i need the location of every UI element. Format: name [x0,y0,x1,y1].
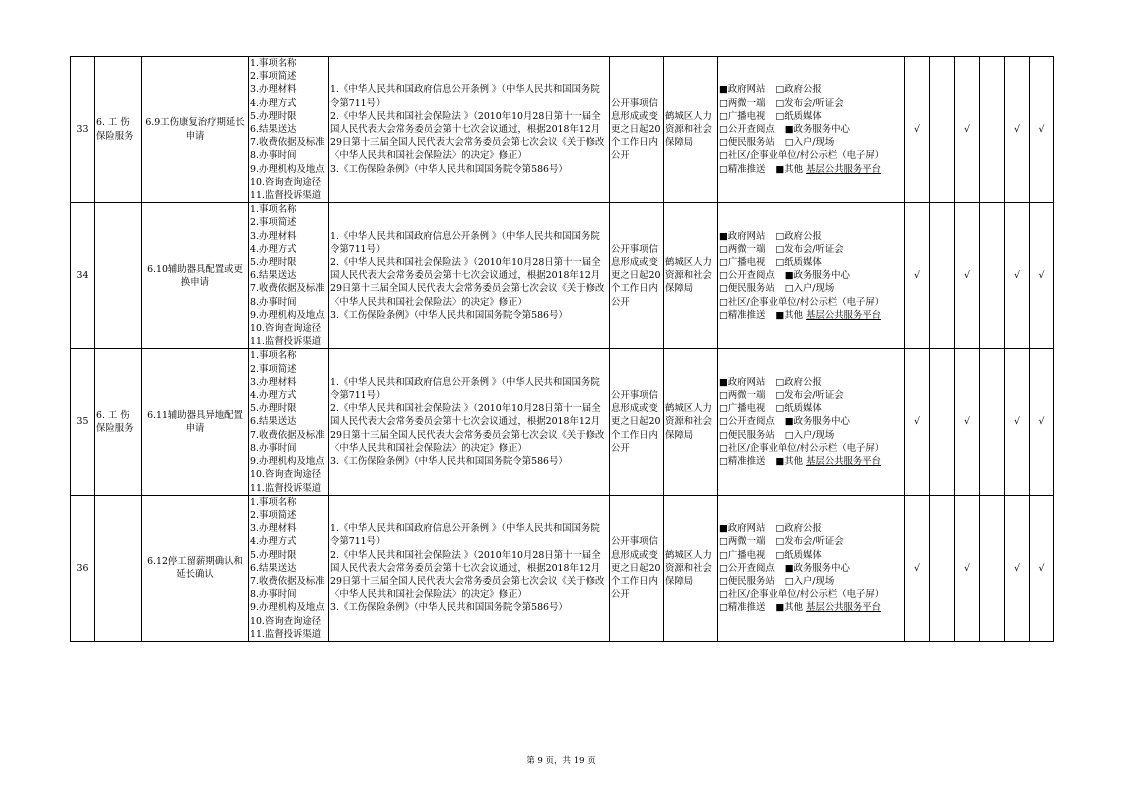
channel-line [719,97,903,110]
check-cell [980,203,1005,349]
category-cell: 6. 工 伤 保险服务 [95,349,142,495]
channel-option: □社区/企事业单位/村公示栏（电子屏） [719,150,885,162]
check-cell: √ [1005,57,1030,203]
row-number: 35 [71,349,95,495]
disclosure-items-cell [249,495,329,641]
channel-option: □纸质媒体 [775,403,822,415]
channel-line [719,256,903,269]
public-affairs-table [70,56,1054,642]
disclosure-channels-cell [718,57,905,203]
channel-option: □入户/现场 [784,137,835,149]
disclosure-item: 2.事项简述 [250,509,297,521]
legal-basis-line: 2.《中华人民共和国社会保险法 》（2010年10月28日第十一届全国人民代表大会常务委员会第十七次会议通过，根据2018年12月29日第十三届全国人民代表大会常务委员会第七次会议《关于修改〈中华人民共和国社会保险法〉的决定》修正） [330,549,605,601]
channel-option: □公开查阅点 [719,270,775,282]
channel-option: ■其他 [775,309,803,321]
legal-basis-line: 1.《中华人民共和国政府信息公开条例 》（中华人民共和国国务院令第711号） [330,84,600,109]
check-cell: √ [955,57,980,203]
channel-option: □便民服务站 [719,137,775,149]
disclosure-item: 2.事项简述 [250,217,297,229]
channel-option: ■政府网站 [719,376,766,388]
legal-basis-line: 3.《工伤保险条例》（中华人民共和国国务院令第586号） [330,456,568,468]
check-cell: √ [1030,349,1054,495]
disclosure-item: 2.事项简述 [250,71,297,83]
disclosure-item: 4.办理方式 [250,97,297,109]
channel-line [719,376,903,389]
channel-line [719,163,903,176]
disclosure-item: 11.监督投诉渠道 [250,482,322,494]
channel-option: □纸质媒体 [775,110,822,122]
check-cell [980,495,1005,641]
table-row [71,495,1054,641]
disclosure-item: 5.办理时限 [250,257,297,269]
category-cell [95,495,142,641]
disclosure-item: 8.办事时间 [250,296,297,308]
channel-option: □两微一端 [719,97,766,109]
channel-line [719,415,903,428]
disclosure-item: 6.结果送达 [250,124,297,136]
channel-line [719,549,903,562]
other-channel-name: 基层公共服务平台 [805,163,881,175]
channel-option: □社区/企事业单位/村公示栏（电子屏） [719,589,885,601]
channel-option: □纸质媒体 [775,549,822,561]
disclosure-item: 5.办理时限 [250,110,297,122]
channel-option: ■政府网站 [719,523,766,535]
disclosure-item: 7.收费依据及标准 [250,283,325,295]
disclosure-item: 8.办事时间 [250,150,297,162]
channel-line [719,282,903,295]
disclosure-item: 9.办理机构及地点 [250,456,325,468]
disclosure-items-cell [249,57,329,203]
disclosure-item: 3.办理材料 [250,523,297,535]
disclosure-item: 11.监督投诉渠道 [250,190,322,202]
channel-line [719,601,903,614]
category-cell [95,203,142,349]
channel-option: ■政务服务中心 [784,416,850,428]
disclosure-items-cell [249,203,329,349]
channel-line [719,442,903,455]
channel-option: □社区/企事业单位/村公示栏（电子屏） [719,296,885,308]
disclosure-item: 1.事项名称 [250,496,297,508]
check-cell: √ [1005,349,1030,495]
other-channel-name: 基层公共服务平台 [805,602,881,614]
page-footer: 第 9 页，共 19 页 [526,756,596,766]
check-cell: √ [1030,57,1054,203]
disclosure-time-cell: 公开事项信息形成或变更之日起20个工作日内公开 [610,349,664,495]
disclosure-item: 6.结果送达 [250,270,297,282]
check-cell [930,203,955,349]
channel-option: □发布会/听证会 [775,536,844,548]
disclosure-item: 7.收费依据及标准 [250,575,325,587]
channel-option: □社区/企事业单位/村公示栏（电子屏） [719,442,885,454]
other-channel-name: 基层公共服务平台 [805,309,881,321]
channel-line [719,149,903,162]
channel-line [719,83,903,96]
channel-option: ■其他 [775,602,803,614]
channel-line [719,429,903,442]
channel-line [719,588,903,601]
legal-basis-cell [329,203,610,349]
channel-option: □入户/现场 [784,429,835,441]
legal-basis-line: 2.《中华人民共和国社会保险法 》（2010年10月28日第十一届全国人民代表大会常务委员会第十七次会议通过，根据2018年12月29日第十三届全国人民代表大会常务委员会第七次会议《关于修改〈中华人民共和国社会保险法〉的决定》修正） [330,110,605,162]
check-cell: √ [955,495,980,641]
responsible-dept-cell: 鹤城区人力资源和社会保障局 [664,203,718,349]
channel-option: □纸质媒体 [775,257,822,269]
channel-option: □广播电视 [719,549,766,561]
check-cell [980,57,1005,203]
channel-option: □两微一端 [719,536,766,548]
channel-option: □入户/现场 [784,575,835,587]
channel-option: □入户/现场 [784,283,835,295]
disclosure-item: 7.收费依据及标准 [250,429,325,441]
disclosure-item: 3.办理材料 [250,376,297,388]
check-cell: √ [955,349,980,495]
legal-basis-cell [329,495,610,641]
channel-option: □精准推送 [719,456,766,468]
disclosure-item: 9.办理机构及地点 [250,602,325,614]
legal-basis-line: 3.《工伤保险条例》（中华人民共和国国务院令第586号） [330,602,568,614]
channel-line [719,136,903,149]
channel-line [719,309,903,322]
disclosure-item: 7.收费依据及标准 [250,137,325,149]
disclosure-item: 3.办理材料 [250,84,297,96]
check-cell: √ [1030,495,1054,641]
channel-option: □广播电视 [719,403,766,415]
disclosure-item: 4.办理方式 [250,536,297,548]
item-name-cell: 6.9工伤康复治疗期延长申请 [142,57,249,203]
channel-line [719,402,903,415]
channel-option: □两微一端 [719,243,766,255]
disclosure-item: 1.事项名称 [250,204,297,216]
channel-option: □便民服务站 [719,283,775,295]
channel-option: □精准推送 [719,309,766,321]
channel-line [719,575,903,588]
legal-basis-line: 1.《中华人民共和国政府信息公开条例 》（中华人民共和国国务院令第711号） [330,230,600,255]
channel-option: □广播电视 [719,110,766,122]
channel-option: □两微一端 [719,390,766,402]
row-number: 34 [71,203,95,349]
channel-line [719,522,903,535]
disclosure-time-cell: 公开事项信息形成或变更之日起20个工作日内公开 [610,203,664,349]
channel-line [719,389,903,402]
channel-option: □公开查阅点 [719,562,775,574]
disclosure-item: 9.办理机构及地点 [250,309,325,321]
disclosure-item: 9.办理机构及地点 [250,163,325,175]
channel-option: □精准推送 [719,163,766,175]
check-cell [930,495,955,641]
channel-option: □公开查阅点 [719,124,775,136]
channel-line [719,230,903,243]
disclosure-channels-cell [718,349,905,495]
channel-option: □政府公报 [775,84,822,96]
disclosure-item: 5.办理时限 [250,549,297,561]
channel-line [719,123,903,136]
disclosure-item: 5.办理时限 [250,403,297,415]
channel-option: □发布会/听证会 [775,97,844,109]
channel-option: □精准推送 [719,602,766,614]
channel-option: □发布会/听证会 [775,390,844,402]
legal-basis-line: 1.《中华人民共和国政府信息公开条例 》（中华人民共和国国务院令第711号） [330,376,600,402]
channel-option: □政府公报 [775,523,822,535]
table-body [71,57,1054,642]
disclosure-channels-cell [718,203,905,349]
legal-basis-line: 2.《中华人民共和国社会保险法 》（2010年10月28日第十一届全国人民代表大会常务委员会第十七次会议通过，根据2018年12月29日第十三届全国人民代表大会常务委员会第七次会议《关于修改〈中华人民共和国社会保险法〉的决定》修正） [330,257,605,308]
legal-basis-line: 3.《工伤保险条例》（中华人民共和国国务院令第586号） [330,163,568,175]
row-number: 36 [71,495,95,641]
channel-line [719,243,903,256]
disclosure-item: 8.办事时间 [250,442,297,454]
disclosure-item: 11.监督投诉渠道 [250,628,322,640]
disclosure-channels-cell [718,495,905,641]
disclosure-item: 10.咨询查询途径 [250,176,322,188]
channel-option: ■政务服务中心 [784,562,850,574]
check-cell: √ [905,203,930,349]
check-cell: √ [905,57,930,203]
check-cell: √ [1005,203,1030,349]
row-number: 33 [71,57,95,203]
disclosure-item: 4.办理方式 [250,390,297,402]
channel-line [719,562,903,575]
channel-line [719,296,903,309]
channel-line [719,269,903,282]
category-cell: 6. 工 伤 保险服务 [95,57,142,203]
check-cell: √ [905,495,930,641]
channel-option: □便民服务站 [719,575,775,587]
channel-line [719,110,903,123]
channel-option: □政府公报 [775,230,822,242]
disclosure-item: 1.事项名称 [250,350,297,362]
legal-basis-cell [329,349,610,495]
legal-basis-line: 2.《中华人民共和国社会保险法 》（2010年10月28日第十一届全国人民代表大会常务委员会第十七次会议通过，根据2018年12月29日第十三届全国人民代表大会常务委员会第七次会议《关于修改〈中华人民共和国社会保险法〉的决定》修正） [330,403,605,454]
channel-line [719,455,903,468]
channel-option: ■政府网站 [719,84,766,96]
check-cell: √ [905,349,930,495]
disclosure-time-cell: 公开事项信息形成或变更之日起20个工作日内公开 [610,495,664,641]
responsible-dept-cell: 鹤城区人力资源和社会保障局 [664,495,718,641]
table-row [71,349,1054,495]
table-row [71,203,1054,349]
disclosure-item: 11.监督投诉渠道 [250,336,322,348]
channel-option: □政府公报 [775,376,822,388]
channel-option: □发布会/听证会 [775,243,844,255]
disclosure-item: 10.咨询查询途径 [250,323,322,335]
legal-basis-line: 3.《工伤保险条例》（中华人民共和国国务院令第586号） [330,309,568,321]
item-name-cell: 6.12停工留薪期确认和延长确认 [142,495,249,641]
check-cell [930,349,955,495]
channel-option: ■政务服务中心 [784,124,850,136]
disclosure-item: 10.咨询查询途径 [250,469,322,481]
legal-basis-line: 1.《中华人民共和国政府信息公开条例 》（中华人民共和国国务院令第711号） [330,523,600,548]
check-cell [930,57,955,203]
check-cell: √ [1005,495,1030,641]
channel-option: □便民服务站 [719,429,775,441]
disclosure-item: 6.结果送达 [250,416,297,428]
disclosure-item: 6.结果送达 [250,562,297,574]
item-name-cell: 6.10辅助器具配置或更换申请 [142,203,249,349]
channel-option: ■政府网站 [719,230,766,242]
channel-option: ■政务服务中心 [784,270,850,282]
disclosure-item: 8.办事时间 [250,589,297,601]
disclosure-item: 10.咨询查询途径 [250,615,322,627]
channel-line [719,535,903,548]
channel-option: □公开查阅点 [719,416,775,428]
channel-option: ■其他 [775,163,803,175]
disclosure-item: 4.办理方式 [250,243,297,255]
check-cell [980,349,1005,495]
disclosure-items-cell [249,349,329,495]
table-row [71,57,1054,203]
responsible-dept-cell: 鹤城区人力资源和社会保障局 [664,349,718,495]
disclosure-item: 3.办理材料 [250,230,297,242]
other-channel-name: 基层公共服务平台 [805,456,881,468]
disclosure-item: 2.事项简述 [250,363,297,375]
channel-option: ■其他 [775,456,803,468]
disclosure-item: 1.事项名称 [250,58,297,69]
channel-option: □广播电视 [719,257,766,269]
responsible-dept-cell: 鹤城区人力资源和社会保障局 [664,57,718,203]
check-cell: √ [1030,203,1054,349]
legal-basis-cell [329,57,610,203]
item-name-cell: 6.11辅助器具异地配置申请 [142,349,249,495]
check-cell: √ [955,203,980,349]
disclosure-time-cell: 公开事项信息形成或变更之日起20个工作日内公开 [610,57,664,203]
